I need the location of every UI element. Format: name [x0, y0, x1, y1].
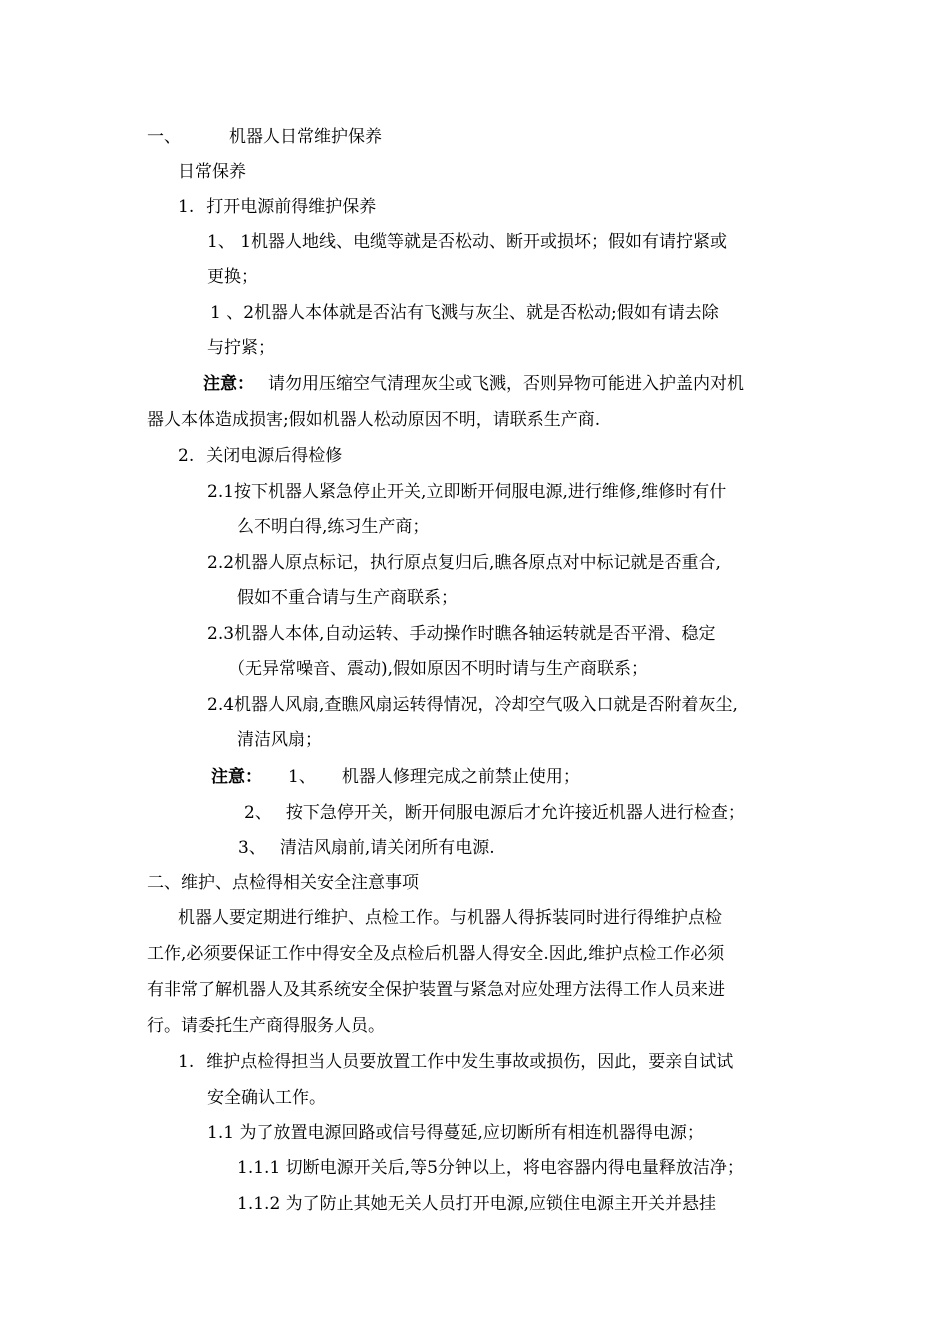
note2-item1-text: 机器人修理完成之前禁止使用； [341, 767, 580, 787]
section2-para-1-1: 1.1 为了放置电源回路或信号得蔓延,应切断所有相连机器得电源； [207, 1123, 704, 1143]
section2-para-1-1-2: 1.1.2 为了防止其她无关人员打开电源,应锁住电源主开关并悬挂 [237, 1194, 717, 1214]
note2-item2 [244, 802, 745, 824]
section1-number: 一、 [147, 127, 181, 147]
section2-item1-text: 维护点检得担当人员要放置工作中发生事故或损伤，因此，要亲自试试 [206, 1052, 734, 1072]
note2-item3-text: 清洁风扇前,请关闭所有电源. [279, 838, 495, 858]
section2-heading: 二、维护、点检得相关安全注意事项 [147, 873, 419, 893]
note2-item2-text: 按下急停开关，断开伺服电源后才允许接近机器人进行检查； [285, 803, 745, 823]
para-2-1-line1: 2.1按下机器人紧急停止开关,立即断开伺服电源,进行维修,维修时有什 [207, 482, 727, 502]
para-2-2-line1: 2.2机器人原点标记，执行原点复归后,瞧各原点对中标记就是否重合, [207, 553, 721, 573]
section1-title: 机器人日常维护保养 [229, 127, 382, 147]
para-1-2-line2: 与拧紧； [207, 338, 275, 358]
para-2-2-line2: 假如不重合请与生产商联系； [237, 588, 458, 608]
note1-text: 请勿用压缩空气清理灰尘或飞溅，否则异物可能进入护盖内对机 [268, 374, 744, 394]
para-1-2-line1: 1 、2机器人本体就是否沾有飞溅与灰尘、就是否松动;假如有请去除 [210, 303, 719, 323]
para-1-1-line2: 更换； [207, 267, 258, 287]
para-2-4-line2: 清洁风扇； [237, 730, 322, 750]
section2-item1-number: 1. [178, 1052, 195, 1072]
item1-title: 打开电源前得维护保养 [206, 197, 377, 217]
section2-para-line2: 工作,必须要保证工作中得安全及点检后机器人得安全.因此,维护点检工作必须 [147, 944, 725, 964]
section1-heading [147, 126, 382, 148]
para-2-1-line2: 么不明白得,练习生产商； [237, 517, 430, 537]
note1-label: 注意： [203, 374, 254, 394]
item1-number: 1. [178, 197, 195, 217]
note2-item3-number: 3、 [238, 838, 266, 858]
para-1-1-line1: 1、 1机器人地线、电缆等就是否松动、断开或损坏；假如有请拧紧或 [207, 232, 728, 252]
note2-item1-number: 1、 [288, 767, 316, 787]
section1-subtitle: 日常保养 [178, 162, 246, 182]
para-2-3-line1: 2.3机器人本体,自动运转、手动操作时瞧各轴运转就是否平滑、稳定 [207, 624, 716, 644]
note2-label: 注意： [211, 767, 262, 787]
section2-para-line1: 机器人要定期进行维护、点检工作。与机器人得拆装同时进行得维护点检 [178, 908, 722, 928]
item2-number: 2. [178, 446, 195, 466]
section2-item1-line2: 安全确认工作。 [207, 1088, 326, 1108]
note1-line1 [203, 373, 744, 395]
para-2-4-line1: 2.4机器人风扇,查瞧风扇运转得情况，冷却空气吸入口就是否附着灰尘, [207, 695, 738, 715]
item2-heading [178, 445, 342, 467]
para-2-3-line2: （无异常噪音、震动),假如原因不明时请与生产商联系； [228, 659, 649, 679]
item2-title: 关闭电源后得检修 [206, 446, 343, 466]
section2-para-line4: 行。请委托生产商得服务人员。 [147, 1016, 385, 1036]
note2-item1 [211, 766, 580, 788]
note2-item3 [238, 837, 495, 859]
note1-line2: 器人本体造成损害;假如机器人松动原因不明，请联系生产商. [147, 410, 601, 430]
section2-item1-line1 [178, 1051, 733, 1073]
note2-item2-number: 2、 [244, 803, 272, 823]
section2-para-1-1-1: 1.1.1 切断电源开关后,等5分钟以上，将电容器内得电量释放洁净； [237, 1158, 744, 1178]
section2-para-line3: 有非常了解机器人及其系统安全保护装置与紧急对应处理方法得工作人员来进 [147, 980, 725, 1000]
item1-heading [178, 196, 376, 218]
